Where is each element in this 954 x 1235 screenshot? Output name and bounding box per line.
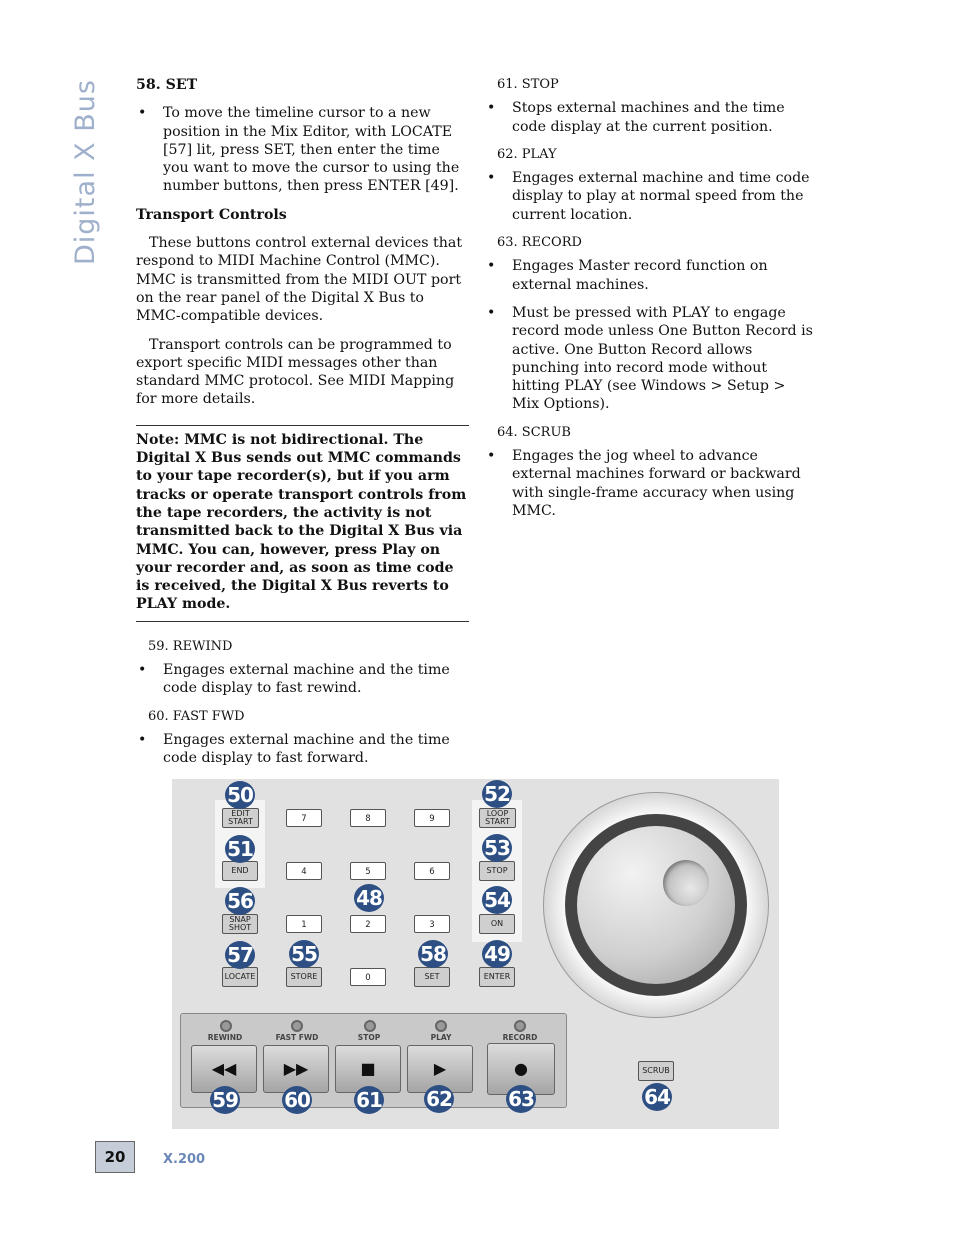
play-bullet: • Engages external machine and time code display to play at normal speed from the current location. <box>485 169 815 224</box>
callout-52: 52 <box>482 780 512 808</box>
enter-button[interactable]: ENTER <box>479 967 515 987</box>
snapshot-button[interactable]: SNAP SHOT <box>222 914 258 934</box>
play-icon: ▶ <box>433 1059 447 1078</box>
on-button[interactable]: ON <box>479 914 515 934</box>
scrub-bullet: • Engages the jog wheel to advance external machines forward or backward with single-frame accuracy when using MMC. <box>485 447 815 520</box>
page-number: 20 <box>95 1141 135 1173</box>
scrub-button[interactable]: SCRUB <box>638 1061 674 1081</box>
left-column <box>136 76 469 768</box>
key-4[interactable]: 4 <box>286 862 322 880</box>
set-bullet: • To move the timeline cursor to a new position in the Mix Editor, with LOCATE [57] lit, press SET, then enter the time you want to move the cursor to using the number buttons, then press ENTER [49]. <box>136 104 469 195</box>
edit-start-button[interactable]: EDIT START <box>222 808 259 828</box>
callout-49: 49 <box>482 940 512 968</box>
key-0[interactable]: 0 <box>350 968 386 986</box>
stop-heading: 61. STOP <box>497 77 559 92</box>
callout-58: 58 <box>418 940 448 968</box>
rewind-label: REWIND <box>207 1033 243 1042</box>
stop-icon: ■ <box>360 1059 376 1078</box>
store-button[interactable]: STORE <box>286 967 322 987</box>
note-text: MMC is not bidirectional. The Digital X Bus sends out MMC commands to your tape recorder(s), but if you arm tracks or operate transport controls from the tape recorders, the activity is not transmitted back to the Digital X Bus via MMC. You can, however, press Play on your recorder and, as soon as time code is received, the Digital X Bus reverts to PLAY mode. <box>136 431 467 613</box>
callout-57: 57 <box>225 941 255 969</box>
key-5[interactable]: 5 <box>350 862 386 880</box>
rewind-bullet: • Engages external machine and the time code display to fast rewind. <box>136 661 469 698</box>
callout-54: 54 <box>482 886 512 914</box>
set-heading: 58. SET <box>136 77 198 93</box>
key-1[interactable]: 1 <box>286 915 322 933</box>
transport-para-2: Transport controls can be programmed to export specific MIDI messages other than standard MMC protocol. See MIDI Mapping for more details. <box>136 336 455 408</box>
callout-53: 53 <box>482 834 512 862</box>
loop-start-button[interactable]: LOOP START <box>479 808 516 828</box>
right-column <box>485 76 815 520</box>
jog-wheel-finger-dimple <box>663 860 709 906</box>
callout-48: 48 <box>354 884 384 912</box>
callout-55: 55 <box>289 940 319 968</box>
rewind-heading: 59. REWIND <box>148 638 233 654</box>
callout-50: 50 <box>225 781 255 809</box>
transport-para-1: These buttons control external devices that respond to MIDI Machine Control (MMC). MMC is transmitted from the MIDI OUT port on the rear panel of the Digital X Bus to MMC-compatible devices. <box>136 235 463 325</box>
ffwd-heading: 60. FAST FWD <box>148 708 245 724</box>
callout-51: 51 <box>225 835 255 863</box>
key-6[interactable]: 6 <box>414 862 450 880</box>
callout-62: 62 <box>424 1085 454 1113</box>
stop-led <box>364 1020 376 1032</box>
play-led <box>435 1020 447 1032</box>
locate-button[interactable]: LOCATE <box>222 967 258 987</box>
play-label: PLAY <box>430 1033 452 1042</box>
rewind-icon: ◀◀ <box>211 1059 237 1078</box>
footer-product-name: X.200 <box>163 1152 206 1167</box>
callout-63: 63 <box>506 1085 536 1113</box>
ffwd-bullet: • Engages external machine and the time code display to fast forward. <box>136 731 469 768</box>
record-bullet-2: • Must be pressed with PLAY to engage record mode unless One Button Record is active. One Button Record allows punching into record mode without hitting PLAY (see Windows > Setup > Mix Options). <box>485 304 815 414</box>
scrub-heading: 64. SCRUB <box>497 424 571 440</box>
stop-label: STOP <box>357 1033 381 1042</box>
record-heading: 63. RECORD <box>497 235 582 251</box>
callout-60: 60 <box>282 1086 312 1114</box>
key-2[interactable]: 2 <box>350 915 386 933</box>
mmc-note <box>136 425 469 622</box>
jog-wheel-ring <box>565 814 747 996</box>
fast-fwd-label: FAST FWD <box>275 1033 319 1042</box>
fast-forward-icon: ▶▶ <box>283 1059 309 1078</box>
record-icon: ● <box>514 1059 528 1078</box>
fast-fwd-led <box>291 1020 303 1032</box>
callout-61: 61 <box>354 1086 384 1114</box>
key-9[interactable]: 9 <box>414 809 450 827</box>
callout-59: 59 <box>210 1086 240 1114</box>
play-heading: 62. PLAY <box>497 146 557 162</box>
record-label: RECORD <box>502 1033 538 1042</box>
record-led <box>514 1020 526 1032</box>
note-label: Note: <box>136 431 180 448</box>
rewind-led <box>220 1020 232 1032</box>
transport-heading: Transport Controls <box>136 206 287 223</box>
stop-bullet: • Stops external machines and the time code display at the current position. <box>485 99 815 136</box>
jog-wheel-face <box>577 826 735 984</box>
callout-64: 64 <box>642 1083 672 1111</box>
stop-function-button[interactable]: STOP <box>479 861 515 881</box>
end-button[interactable]: END <box>222 861 258 881</box>
key-3[interactable]: 3 <box>414 915 450 933</box>
jog-wheel[interactable] <box>543 792 769 1018</box>
record-bullet-1: • Engages Master record function on external machines. <box>485 257 815 294</box>
side-title: Digital X Bus <box>70 79 101 265</box>
key-7[interactable]: 7 <box>286 809 322 827</box>
set-button[interactable]: SET <box>414 967 450 987</box>
key-8[interactable]: 8 <box>350 809 386 827</box>
callout-56: 56 <box>225 887 255 915</box>
